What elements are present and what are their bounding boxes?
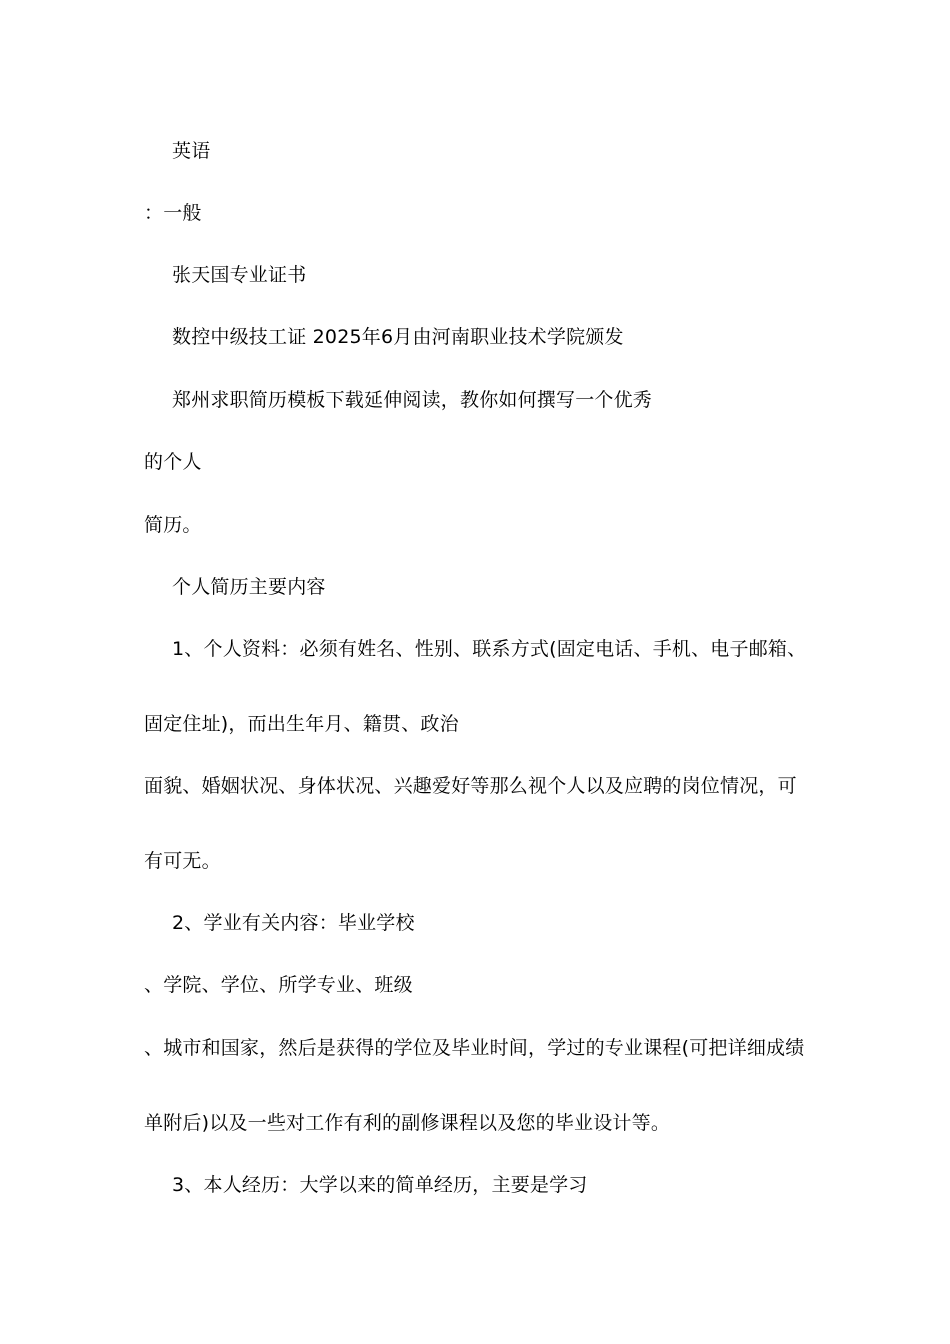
- text-line-english-level: ：一般: [144, 202, 202, 224]
- text-line-section-heading: 个人简历主要内容: [172, 576, 326, 598]
- text-line-item-2-cont2: 、城市和国家，然后是获得的学位及毕业时间，学过的专业课程(可把详细成绩: [144, 1037, 805, 1059]
- text-line-item-1-cont2: 面貌、婚姻状况、身体状况、兴趣爱好等那么视个人以及应聘的岗位情况，可: [144, 775, 797, 797]
- text-line-extended-reading-cont1: 的个人: [144, 451, 202, 473]
- text-line-item-2-cont3: 单附后)以及一些对工作有利的副修课程以及您的毕业设计等。: [144, 1112, 671, 1134]
- text-line-certificate-item: 数控中级技工证 2025年6月由河南职业技术学院颁发: [172, 326, 624, 348]
- text-line-item-1-cont1: 固定住址)，而出生年月、籍贯、政治: [144, 713, 459, 735]
- text-line-item-1: 1、个人资料：必须有姓名、性别、联系方式(固定电话、手机、电子邮箱、: [172, 638, 807, 660]
- text-line-item-2-cont1: 、学院、学位、所学专业、班级: [144, 974, 413, 996]
- text-line-extended-reading: 郑州求职简历模板下载延伸阅读，教你如何撰写一个优秀: [172, 389, 653, 411]
- text-line-item-1-cont3: 有可无。: [144, 850, 221, 872]
- text-line-english: 英语: [172, 140, 211, 162]
- text-line-certificates-heading: 张天国专业证书: [172, 264, 307, 286]
- text-line-item-2: 2、学业有关内容：毕业学校: [172, 912, 415, 934]
- text-line-extended-reading-cont2: 简历。: [144, 514, 202, 536]
- text-line-item-3: 3、本人经历：大学以来的简单经历，主要是学习: [172, 1174, 588, 1196]
